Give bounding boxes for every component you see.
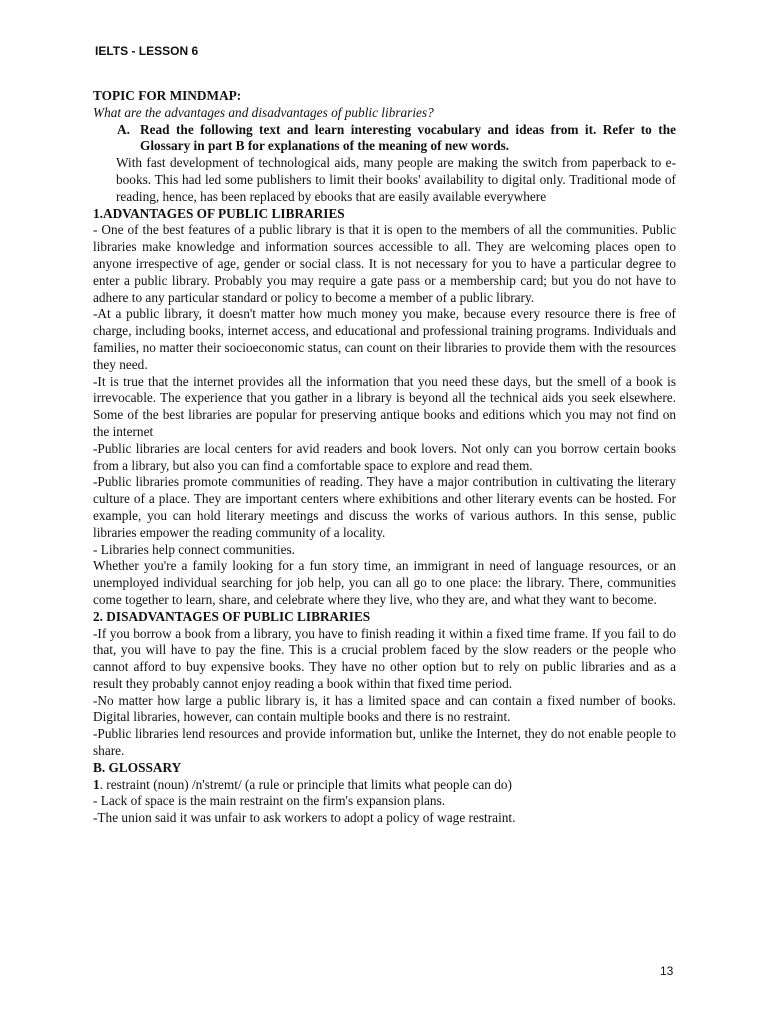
glossary-heading: B. GLOSSARY bbox=[93, 759, 182, 775]
advantages-paragraph: - One of the best features of a public library is that it is open to the members of all the communities. Public libraries make knowledge and information sources accessible to all. They are welcoming places open to anyone irrespective of age, gender or social class. It is not necessary for you to have a particular degree to enter a public library. Probably you may require a gate pass or a membership card; but you do not have to adhere to any particular standard or policy to become a member of a public library. bbox=[93, 222, 676, 305]
section-a-instruction bbox=[117, 122, 676, 156]
advantages-paragraph: -Public libraries promote communities of reading. They have a major contribution in cultivating the literary culture of a place. They are important centers where exhibitions and other literary events can be hosted. For example, you can hold literary meetings and discuss the works of various authors. In this sense, public libraries empower the reading community of a locality. bbox=[93, 474, 676, 540]
page-number: 13 bbox=[660, 964, 674, 978]
advantages-paragraph: -At a public library, it doesn't matter how much money you make, because every resource there is free of charge, including books, internet access, and educational and professional training programs. Individuals and families, no matter their socioeconomic status, can count on their libraries to provide them with the resources they need. bbox=[93, 306, 676, 372]
topic-heading: TOPIC FOR MINDMAP: bbox=[93, 88, 242, 103]
document-body bbox=[93, 88, 676, 827]
section-a-instruction-text: Read the following text and learn interesting vocabulary and ideas from it. Refer to the Glossary in part B for explanations of the meaning of new words. bbox=[140, 121, 676, 154]
section-a-intro: With fast development of technological aids, many people are making the switch from paperback to e- books. This had led some publishers to limit their books' availability to digital only. Traditional mode of reading, hence, has been replaced by ebooks that are easily available everywhere bbox=[116, 155, 676, 204]
glossary-entry-number: 1 bbox=[93, 776, 100, 792]
disadvantages-paragraph: -No matter how large a public library is, it has a limited space and can contain a fixed number of books. Digital libraries, however, can contain multiple books and there is no restraint. bbox=[93, 692, 676, 725]
glossary-example: -The union said it was unfair to ask workers to adopt a policy of wage restraint. bbox=[93, 810, 516, 826]
advantages-paragraph: -Public libraries are local centers for avid readers and book lovers. Not only can you borrow certain books from a library, but also you can find a comfortable space to explore and read them. bbox=[93, 440, 676, 473]
topic-question: What are the advantages and disadvantages of public libraries? bbox=[93, 104, 434, 120]
advantages-heading: 1.ADVANTAGES OF PUBLIC LIBRARIES bbox=[93, 205, 345, 221]
glossary-entry bbox=[93, 777, 676, 794]
advantages-paragraph: - Libraries help connect communities. bbox=[93, 541, 295, 557]
advantages-paragraph: Whether you're a family looking for a fun story time, an immigrant in need of language resources, or an unemployed individual searching for job help, you can all go to one place: the library. There, communities come together to learn, share, and celebrate where they live, who they are, and what they want to become. bbox=[93, 558, 676, 607]
lesson-header: IELTS - LESSON 6 bbox=[95, 44, 199, 58]
advantages-paragraph: -It is true that the internet provides all the information that you need these days, but the smell of a book is irrevocable. The experience that you gather in a library is beyond all the technical aids you seek elsewhere. Some of the best libraries are popular for preserving antique books and editions which you may not find on the internet bbox=[93, 373, 676, 439]
disadvantages-heading: 2. DISADVANTAGES OF PUBLIC LIBRARIES bbox=[93, 608, 371, 624]
disadvantages-paragraph: -Public libraries lend resources and provide information but, unlike the Internet, they do not enable people to share. bbox=[93, 726, 676, 759]
glossary-example: - Lack of space is the main restraint on the firm's expansion plans. bbox=[93, 793, 446, 809]
disadvantages-paragraph: -If you borrow a book from a library, you have to finish reading it within a fixed time frame. If you fail to do that, you will have to pay the fine. This is a crucial problem faced by the slow readers or the people who cannot afford to buy expensive books. They have no other option but to rely on public libraries and as a result they probably cannot enjoy reading a book within that fixed time period. bbox=[93, 625, 676, 691]
glossary-entry-definition: . restraint (noun) /n'stremt/ (a rule or principle that limits what people can do) bbox=[99, 776, 512, 792]
section-a-label: A. bbox=[117, 121, 130, 137]
